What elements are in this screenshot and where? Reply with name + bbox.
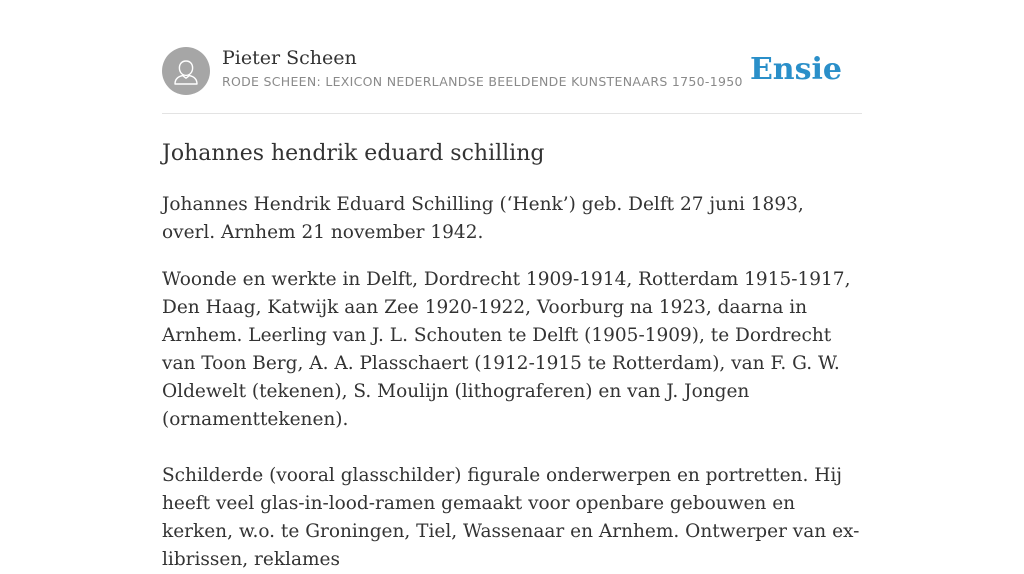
article-header (162, 0, 862, 114)
article-paragraph: Woonde en werkte in Delft, Dordrecht 1909-1914, Rotterdam 1915-1917, Den Haag, Katwijk aan Zee 1920-1922, Voorburg na 1923, daarna in Arnhem. Leerling van J. L. Schouten te Delft (1905-1909), te Dordrecht van Toon Berg, A. A. Plasschaert (1912-1915 te Rotterdam), van F. G. W. Oldewelt (tekenen), S. Moulijn (lithograferen) en van J. Jongen (ornamenttekenen). (162, 269, 851, 430)
article-title: Johannes hendrik eduard schilling (162, 141, 545, 166)
content-container (162, 0, 862, 574)
author-block (222, 45, 743, 90)
source-label: RODE SCHEEN: LEXICON NEDERLANDSE BEELDENDE KUNSTENAARS 1750-1950 (222, 74, 743, 89)
user-icon[interactable] (162, 47, 210, 95)
article-paragraph: Schilderde (vooral glasschilder) figurale onderwerpen en portretten. Hij heeft veel glas-in-lood-ramen gemaakt voor openbare gebouwen en kerken, w.o. te Groningen, Tiel, Wassenaar en Arnhem. Ontwerper van ex-librissen, reklames (162, 465, 860, 570)
article-paragraph: Johannes Hendrik Eduard Schilling (‘Henk’) geb. Delft 27 juni 1893, overl. Arnhem 21 november 1942. (162, 194, 804, 243)
author-name[interactable]: Pieter Scheen (222, 47, 357, 69)
brand-logo[interactable]: Ensie (749, 52, 842, 87)
